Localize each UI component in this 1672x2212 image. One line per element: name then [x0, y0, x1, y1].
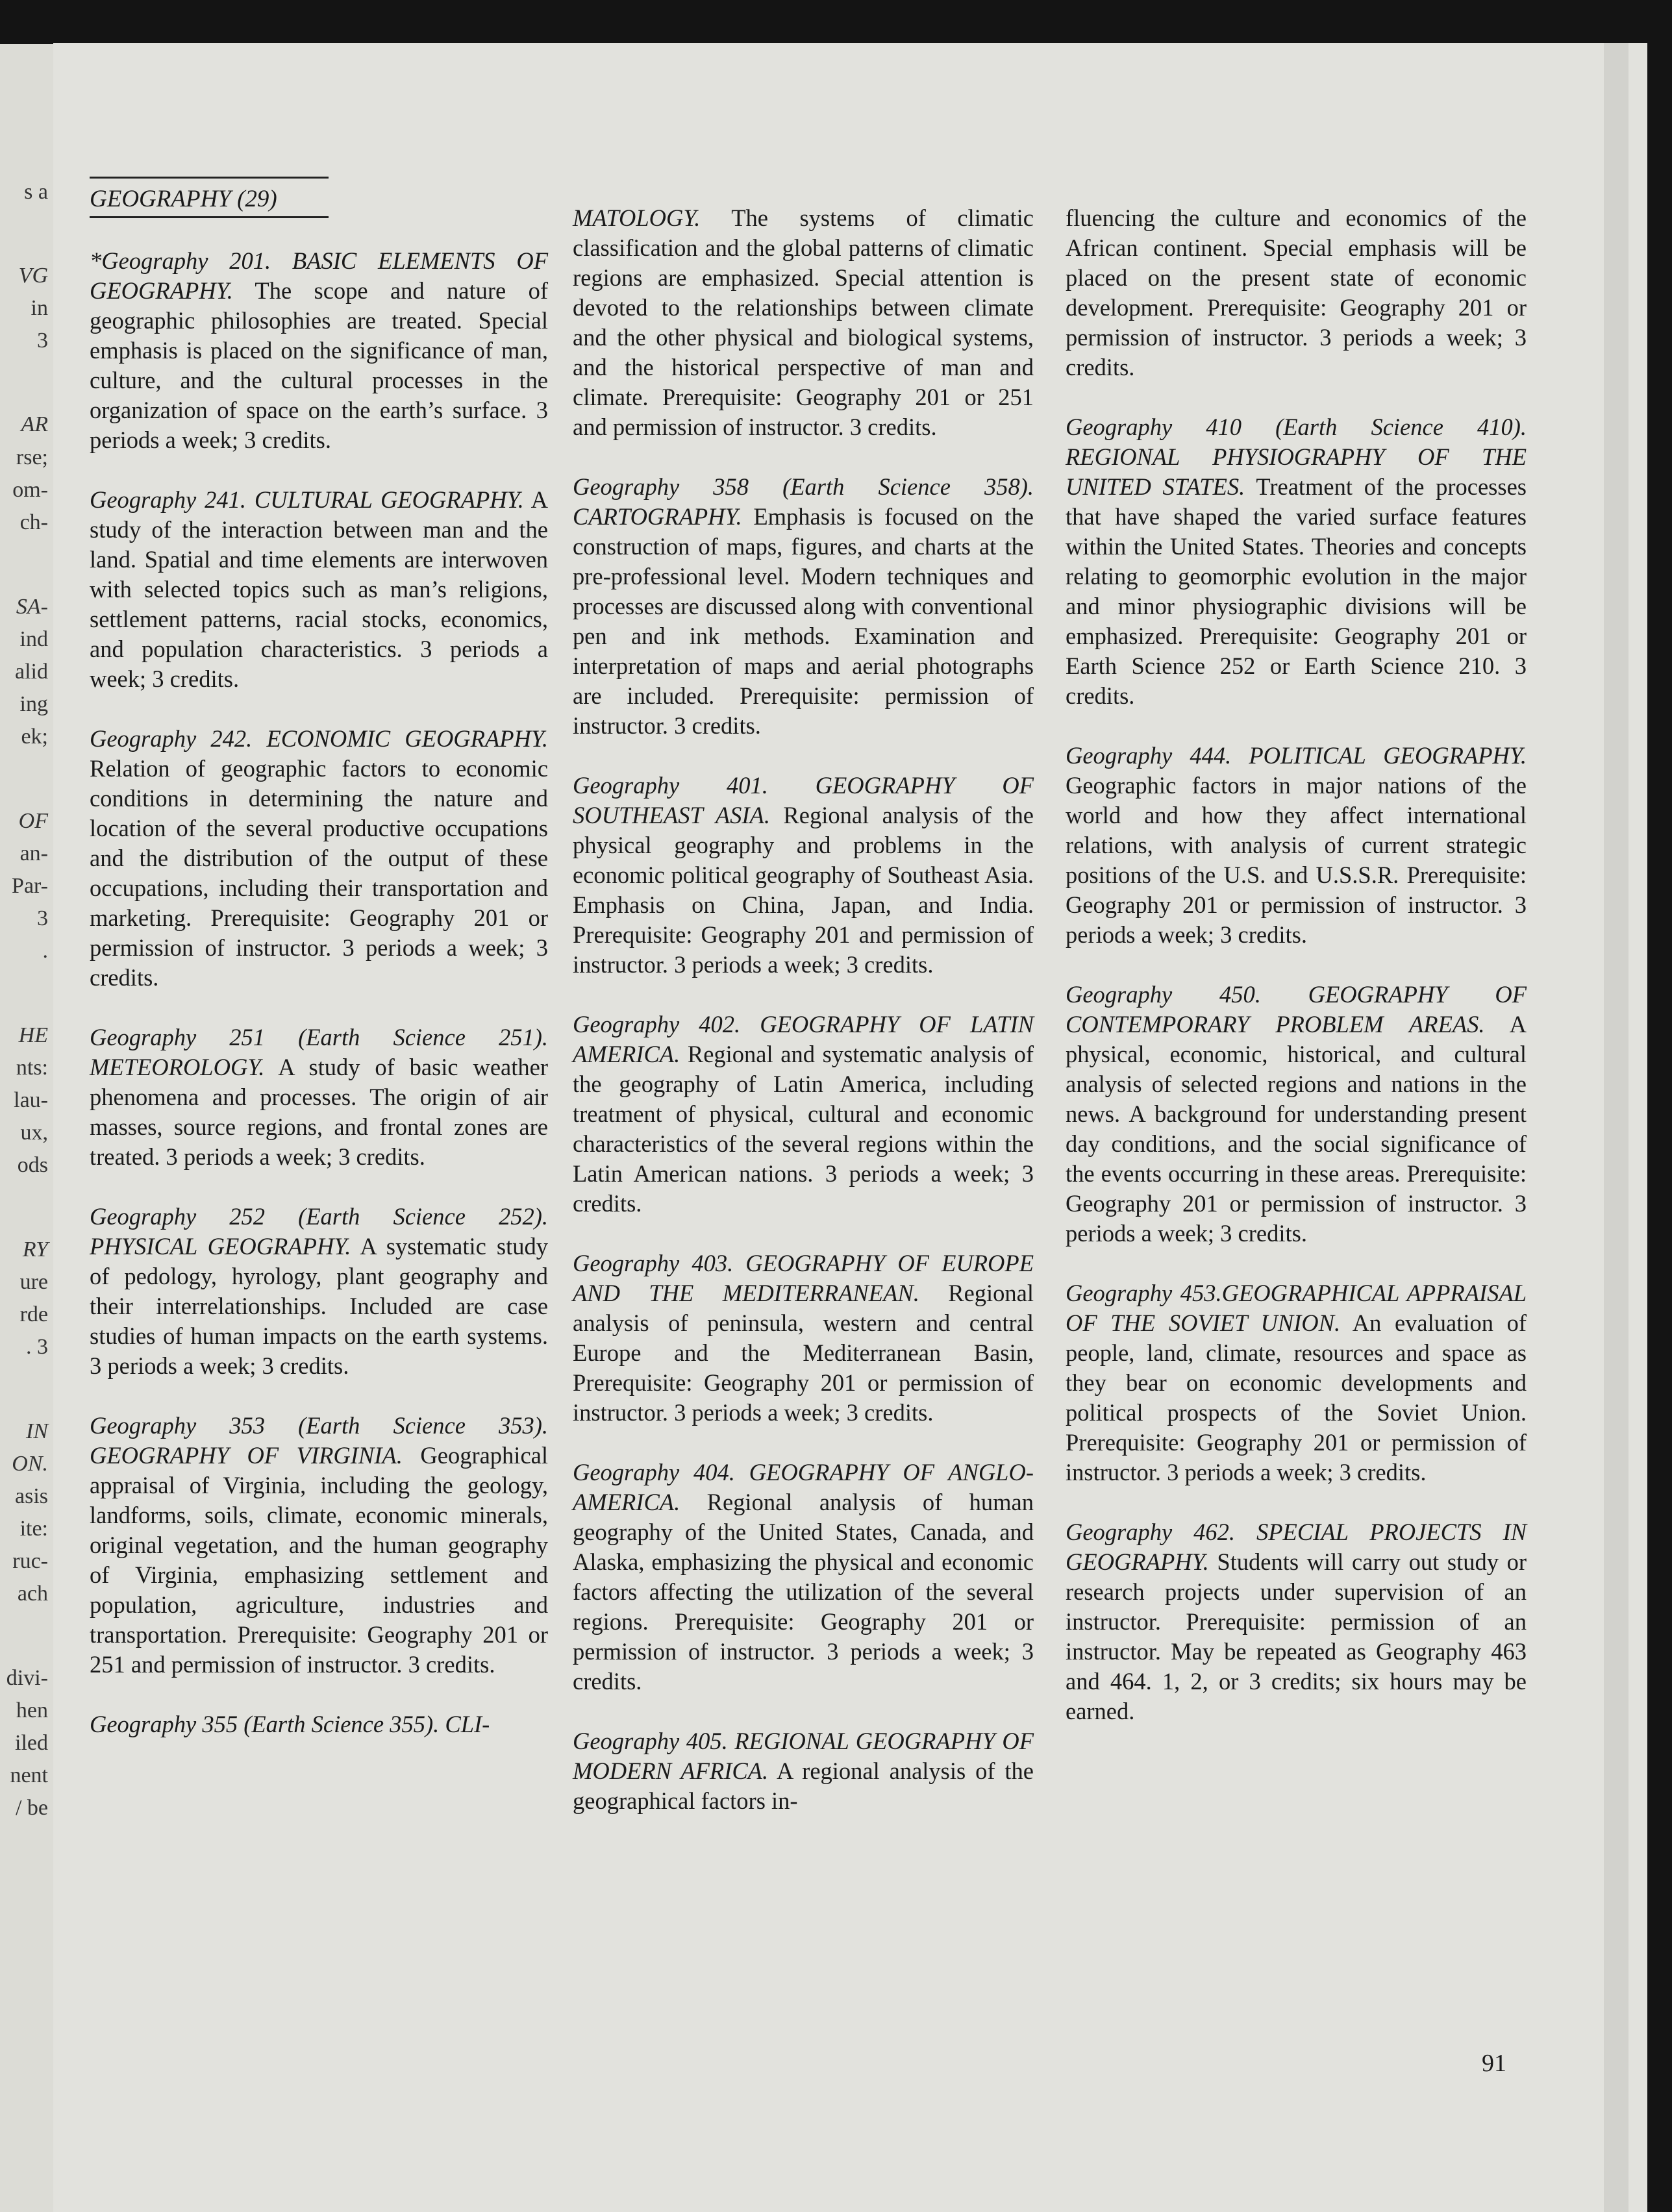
facing-page-fragment: in [31, 296, 48, 320]
facing-page-fragment: HE [18, 1023, 48, 1047]
facing-page-fragment: RY [22, 1237, 48, 1261]
facing-page-fragment: iled [15, 1731, 48, 1755]
course-description: Emphasis is focused on the construction of maps, figures, and charts at the pre-professional level. Modern techniques and processes are discussed along with conventional pen and ink methods. Examination and interpretation of maps and aerial photographs are included. Prerequisite: permission of instructor. 3 credits. [573, 503, 1034, 739]
facing-page-fragment: VG [18, 264, 48, 288]
facing-page-fragment: IN [26, 1419, 48, 1443]
course-title: Geography 358 (Earth Science 358). CARTOGRAPHY. [573, 473, 1034, 530]
facing-page-fragment: 3 [37, 329, 48, 353]
facing-page-fragment: nts: [16, 1056, 48, 1080]
course-entry [90, 1202, 548, 1381]
course-entry [573, 1010, 1034, 1219]
course-title: Geography 404. GEOGRAPHY OF ANGLO-AMERICA. [573, 1459, 1034, 1515]
course-description: Relation of geographic factors to economic conditions in determining the nature and location of the several productive occupations and the distribution of the output of these occupations, including their transportation and marketing. Prerequisite: Geography 201 or permission of instructor. 3 periods a week; 3 credits. [90, 755, 548, 991]
facing-page-fragment: Par- [12, 874, 48, 898]
course-description: A regional analysis of the geographical factors in- [573, 1758, 1034, 1814]
course-title: Geography 353 (Earth Science 353). GEOGRAPHY OF VIRGINIA. [90, 1412, 548, 1469]
course-description: A systematic study of pedology, hyrology, plant geography and their interrelationships. Included are case studies of human impacts on the earth systems. 3 periods a week; 3 credits. [90, 1233, 548, 1379]
course-entry [90, 1709, 548, 1739]
section-heading: GEOGRAPHY (29) [90, 186, 277, 212]
facing-page-fragment: nent [10, 1763, 48, 1787]
facing-page-fragment: ods [17, 1153, 48, 1177]
facing-page-fragment: 3 [37, 906, 48, 930]
course-description: Regional analysis of human geography of the United States, Canada, and Alaska, emphasizing the physical and economic factors affecting the utilization of the several regions. Prerequisite: Geography 201 or permission of instructor. 3 periods a week; 3 credits. [573, 1489, 1034, 1695]
facing-page-fragment: SA- [16, 595, 48, 619]
course-description: A study of the interaction between man and the land. Spatial and time elements are interwoven with selected topics such as man’s religions, settlement patterns, racial stocks, economics, and population characteristics. 3 periods a week; 3 credits. [90, 486, 548, 692]
course-description: Regional analysis of the physical geography and problems in the economic political geography of Southeast Asia. Emphasis on China, Japan, and India. Prerequisite: Geography 201 and permission of instructor. 3 periods a week; 3 credits. [573, 802, 1034, 978]
course-title: Geography 450. GEOGRAPHY OF CONTEMPORARY PROBLEM AREAS. [1066, 981, 1527, 1038]
facing-page-fragment: rde [19, 1302, 48, 1326]
course-title: Geography 453.GEOGRAPHICAL APPRAISAL OF THE SOVIET UNION. [1066, 1280, 1527, 1336]
course-description: Geographic factors in major nations of the world and how they affect international relations, with analysis of current strategic positions of the U.S. and U.S.S.R. Prerequisite: Geography 201 or permission of instructor. 3 periods a week; 3 credits. [1066, 772, 1527, 948]
course-entry [1066, 980, 1527, 1249]
course-description: The scope and nature of geographic philosophies are treated. Special emphasis is placed on the significance of man, culture, and the cultural processes in the organization of space on the earth’s surface. 3 periods a week; 3 credits. [90, 277, 548, 453]
course-description: Regional and systematic analysis of the geography of Latin America, including treatment of physical, cultural and economic characteristics of the several regions within the Latin American nations. 3 periods a week; 3 credits. [573, 1041, 1034, 1217]
facing-page-fragment: ing [19, 692, 48, 716]
course-description: Regional analysis of peninsula, western and central Europe and the Mediterranean Basin, Prerequisite: Geography 201 or permission of instructor. 3 periods a week; 3 credits. [573, 1280, 1034, 1426]
course-title: Geography 242. ECONOMIC GEOGRAPHY. [90, 725, 548, 752]
course-title: Geography 402. GEOGRAPHY OF LATIN AMERICA. [573, 1011, 1034, 1067]
course-title: Geography 251 (Earth Science 251). METEOROLOGY. [90, 1024, 548, 1080]
text-column-1 [90, 246, 548, 1769]
facing-page-fragment: ek; [21, 725, 48, 749]
text-column-2 [573, 203, 1034, 1846]
course-entry [1066, 1278, 1527, 1487]
page-edge-shadow [1604, 43, 1628, 2212]
facing-page-fragment: an- [19, 841, 48, 865]
page-number: 91 [1482, 2050, 1506, 2077]
facing-page-fragment: ruc- [12, 1549, 48, 1573]
course-entry [573, 1726, 1034, 1816]
heading-rule-top [90, 177, 329, 179]
facing-page-fragment: ind [19, 627, 48, 651]
course-description: Treatment of the processes that have shaped the varied surface features within the United States. Theories and concepts relating to geomorphic evolution in the major and minor physiographic divisions will be emphasized. Prerequisite: Geography 201 or Earth Science 252 or Earth Science 210. 3 credits. [1066, 473, 1527, 709]
facing-page-fragment: divi- [6, 1666, 48, 1690]
course-entry [573, 472, 1034, 741]
facing-page-fragment: ux, [20, 1121, 48, 1145]
course-description: A study of basic weather phenomena and processes. The origin of air masses, source regions, and frontal zones are treated. 3 periods a week; 3 credits. [90, 1054, 548, 1170]
course-entry [1066, 741, 1527, 950]
facing-page-edge [0, 44, 54, 2212]
facing-page-fragment: OF [18, 809, 48, 833]
course-entry [1066, 412, 1527, 711]
course-title: Geography 252 (Earth Science 252). PHYSICAL GEOGRAPHY. [90, 1203, 548, 1260]
catalog-page [53, 43, 1647, 2212]
course-entry [1066, 1517, 1527, 1726]
course-description: Students will carry out study or research projects under supervision of an instructor. Prerequisite: permission of an instructor. May be repeated as Geography 463 and 464. 1, 2, or 3 credits; six hours may be earned. [1066, 1548, 1527, 1724]
text-column-3 [1066, 203, 1527, 1756]
facing-page-fragment: alid [15, 660, 48, 684]
course-title: MATOLOGY. [573, 205, 701, 231]
course-title: Geography 401. GEOGRAPHY OF SOUTHEAST ASIA. [573, 772, 1034, 828]
course-entry [573, 203, 1034, 442]
course-description: The systems of climatic classification and the global patterns of climatic regions are emphasized. Special attention is devoted to the relationships between climate and the other physical and biological systems, and the historical perspective of man and climate. Prerequisite: Geography 201 or 251 and permission of instructor. 3 credits. [573, 205, 1034, 440]
course-title: Geography 444. POLITICAL GEOGRAPHY. [1066, 742, 1527, 769]
facing-page-fragment: . [42, 939, 48, 963]
course-entry [90, 1411, 548, 1680]
course-entry [573, 771, 1034, 980]
course-entry [573, 1458, 1034, 1696]
facing-page-fragment: / be [15, 1796, 48, 1820]
course-entry [1066, 203, 1527, 382]
course-entry [90, 1023, 548, 1172]
course-entry [90, 485, 548, 694]
course-description: An evaluation of people, land, climate, resources and space as they bear on economic developments and political prospects of the Soviet Union. Prerequisite: Geography 201 or permission of instructor. 3 periods a week; 3 credits. [1066, 1310, 1527, 1485]
facing-page-fragment: AR [21, 412, 48, 436]
facing-page-fragment: ure [19, 1270, 48, 1294]
facing-page-fragment: rse; [16, 445, 48, 469]
course-title: Geography 405. REGIONAL GEOGRAPHY OF MODERN AFRICA. [573, 1728, 1034, 1784]
course-title: Geography 462. SPECIAL PROJECTS IN GEOGRAPHY. [1066, 1519, 1527, 1575]
facing-page-fragment: lau- [14, 1088, 48, 1112]
heading-rule-bottom [90, 216, 329, 218]
facing-page-fragment: asis [15, 1484, 48, 1508]
course-entry [90, 724, 548, 993]
facing-page-fragment: om- [12, 478, 48, 502]
facing-page-fragment: hen [16, 1698, 48, 1722]
facing-page-fragment: ON. [12, 1452, 48, 1476]
facing-page-fragment: ite: [19, 1517, 48, 1541]
course-description: fluencing the culture and economics of the African continent. Special emphasis will be placed on the present state of economic development. Prerequisite: Geography 201 or permission of instructor. 3 periods a week; 3 credits. [1066, 205, 1527, 380]
course-description: Geographical appraisal of Virginia, including the geology, landforms, soils, climate, economic minerals, original vegetation, and the human geography of Virginia, emphasizing settlement and population, agriculture, industries and transportation. Prerequisite: Geography 201 or 251 and permission of instructor. 3 credits. [90, 1442, 548, 1678]
facing-page-fragment: . 3 [26, 1335, 48, 1359]
facing-page-fragment: s a [24, 180, 48, 204]
facing-page-fragment: ch- [19, 510, 48, 534]
course-title: Geography 410 (Earth Science 410). REGIONAL PHYSIOGRAPHY OF THE UNITED STATES. [1066, 414, 1527, 500]
course-entry [90, 246, 548, 455]
course-description: A physical, economic, historical, and cultural analysis of selected regions and nations in the news. A background for understanding present day conditions, and the social significance of the events occurring in these areas. Prerequisite: Geography 201 or permission of instructor. 3 periods a week; 3 credits. [1066, 1011, 1527, 1247]
course-title: *Geography 201. BASIC ELEMENTS OF GEOGRAPHY. [90, 247, 548, 304]
facing-page-fragment: ach [17, 1582, 48, 1606]
course-title: Geography 241. CULTURAL GEOGRAPHY. [90, 486, 524, 513]
course-title: Geography 355 (Earth Science 355). CLI- [90, 1711, 490, 1737]
course-title: Geography 403. GEOGRAPHY OF EUROPE AND THE MEDITERRANEAN. [573, 1250, 1034, 1306]
course-entry [573, 1249, 1034, 1428]
